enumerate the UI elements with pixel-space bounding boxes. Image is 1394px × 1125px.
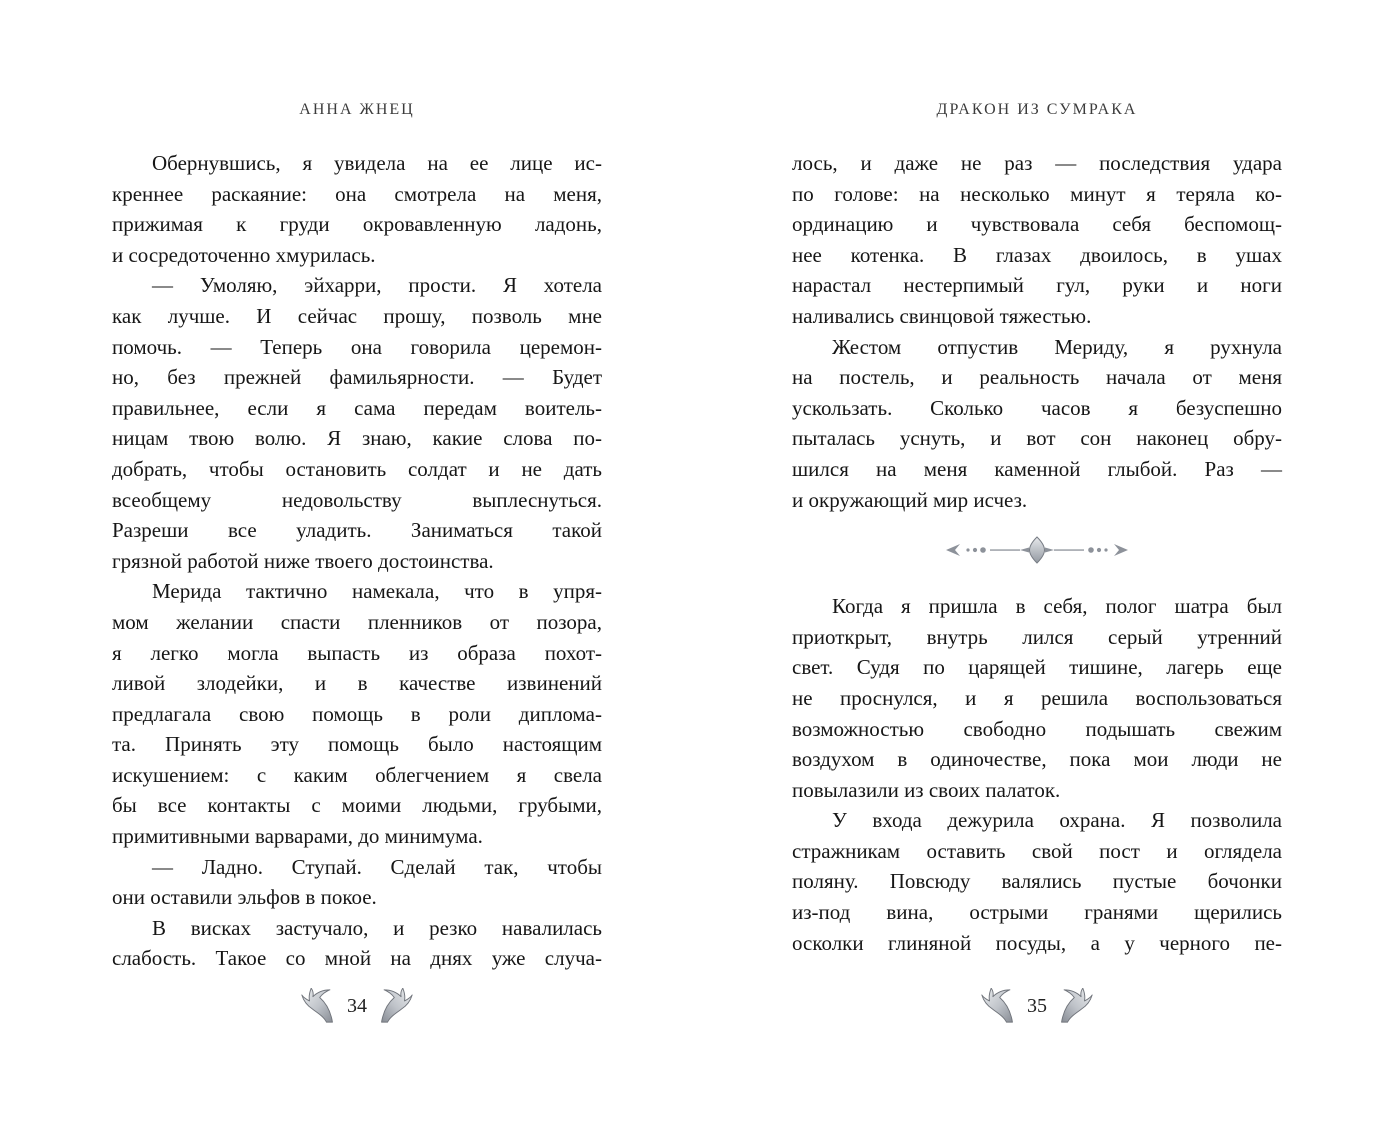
text-line: ницам твою волю. Я знаю, какие слова по- — [112, 426, 602, 451]
running-header: АННА ЖНЕЦ — [299, 101, 415, 118]
page-35 — [792, 0, 1282, 1017]
paragraph — [792, 332, 1282, 516]
text-line: добрать, чтобы остановить солдат и не дать — [112, 456, 602, 481]
text-line: Мерида тактично намекала, что в упря- — [152, 579, 602, 604]
text-line: предлагала свою помощь в роли диплома- — [112, 701, 602, 726]
text-line: лось, и даже не раз — последствия удара — [792, 151, 1282, 175]
text-line: свет. Судя по царящей тишине, лагерь еще — [792, 655, 1282, 680]
text-line: ординацию и чувствовала себя беспомощ- — [792, 212, 1282, 237]
page-footer — [792, 988, 1282, 1024]
text-line: но, без прежней фамильярности. — Будет — [112, 365, 602, 390]
text-line: правильнее, если я сама передам воитель- — [112, 395, 602, 420]
text-line: поляну. Повсюду валялись пустые бочонки — [792, 869, 1282, 894]
text-line: приоткрыт, внутрь лился серый утренний — [792, 624, 1282, 649]
text-line: искушением: с каким облегчением я свела — [112, 762, 602, 787]
text-line: В висках застучало, и резко навалилась — [152, 915, 602, 940]
text-line: как лучше. И сейчас прошу, позволь мне — [112, 303, 602, 328]
text-line: не проснулся, и я решила воспользоваться — [792, 685, 1282, 710]
text-line: из-под вина, острыми гранями щерились — [792, 900, 1282, 925]
text-line: нее котенка. В глазах двоилось, в ушах — [792, 242, 1282, 267]
text-line: они оставили эльфов в покое. — [112, 885, 377, 910]
text-line: Обернувшись, я увидела на ее лице ис- — [152, 151, 602, 175]
page-footer — [112, 988, 602, 1024]
text-line: грязной работой ниже твоего достоинства. — [112, 548, 494, 573]
paragraph — [792, 591, 1282, 805]
paragraph — [112, 148, 602, 270]
text-line: ливой злодейки, и в качестве извинений — [112, 671, 602, 696]
text-line: всеобщему недовольству выплеснуться. — [112, 487, 602, 512]
dragon-wing-icon — [301, 988, 335, 1024]
text-line: У входа дежурила охрана. Я позволила — [832, 808, 1282, 833]
text-line: бы все контакты с моими людьми, грубыми, — [112, 793, 602, 818]
text-line: примитивными варварами, до минимума. — [112, 824, 483, 849]
page-body — [112, 148, 602, 974]
text-line: по голове: на несколько минут я теряла ко- — [792, 181, 1282, 206]
dragon-wing-icon — [981, 988, 1015, 1024]
text-line: возможностью свободно подышать свежим — [792, 716, 1282, 741]
text-line: мом желании спасти пленников от позора, — [112, 609, 602, 634]
text-line: Когда я пришла в себя, полог шатра был — [832, 594, 1282, 619]
text-line: наливались свинцовой тяжестью. — [792, 303, 1092, 328]
section-divider-ornament — [792, 535, 1282, 565]
text-line: шился на меня каменной глыбой. Раз — — [792, 456, 1282, 481]
text-line: повылазили из своих палаток. — [792, 777, 1061, 802]
dragon-wing-icon — [1059, 988, 1093, 1024]
text-line: стражникам оставить свой пост и оглядела — [792, 838, 1282, 863]
text-line: осколки глиняной посуды, а у черного пе- — [792, 930, 1282, 955]
text-line: — Умоляю, эйхарри, прости. Я хотела — [152, 273, 602, 298]
page-34 — [112, 0, 602, 1017]
dragon-wing-icon — [379, 988, 413, 1024]
paragraph — [112, 852, 602, 913]
text-line: та. Принять эту помощь было настоящим — [112, 732, 602, 757]
paragraph — [792, 805, 1282, 958]
running-header: ДРАКОН ИЗ СУМРАКА — [936, 101, 1138, 118]
text-line: Разреши все уладить. Заниматься такой — [112, 518, 602, 543]
text-line: пыталась уснуть, и вот сон наконец обру- — [792, 426, 1282, 451]
paragraph — [792, 148, 1282, 332]
text-line: нарастал нестерпимый гул, руки и ноги — [792, 273, 1282, 298]
text-line: Жестом отпустив Мериду, я рухнула — [832, 334, 1282, 359]
text-line: и сосредоточенно хмурилась. — [112, 242, 376, 267]
paragraph — [112, 270, 602, 576]
page-number: 34 — [347, 994, 367, 1017]
text-line: помочь. — Теперь она говорила церемон- — [112, 334, 602, 359]
paragraph — [112, 913, 602, 974]
text-line: на постель, и реальность начала от меня — [792, 365, 1282, 390]
text-line: прижимая к груди окровавленную ладонь, — [112, 212, 602, 237]
text-line: слабость. Такое со мной на днях уже случа- — [112, 946, 602, 971]
page-number: 35 — [1027, 994, 1047, 1017]
text-line: ускользать. Сколько часов я безуспешно — [792, 395, 1282, 420]
paragraph — [112, 576, 602, 851]
floral-divider-icon — [932, 535, 1142, 565]
text-line: креннее раскаяние: она смотрела на меня, — [112, 181, 602, 206]
page-body — [792, 148, 1282, 958]
text-line: и окружающий мир исчез. — [792, 487, 1028, 512]
text-line: я легко могла выпасть из образа похот- — [112, 640, 602, 665]
text-line: — Ладно. Ступай. Сделай так, чтобы — [152, 854, 602, 879]
text-line: воздухом в одиночестве, пока мои люди не — [792, 747, 1282, 772]
